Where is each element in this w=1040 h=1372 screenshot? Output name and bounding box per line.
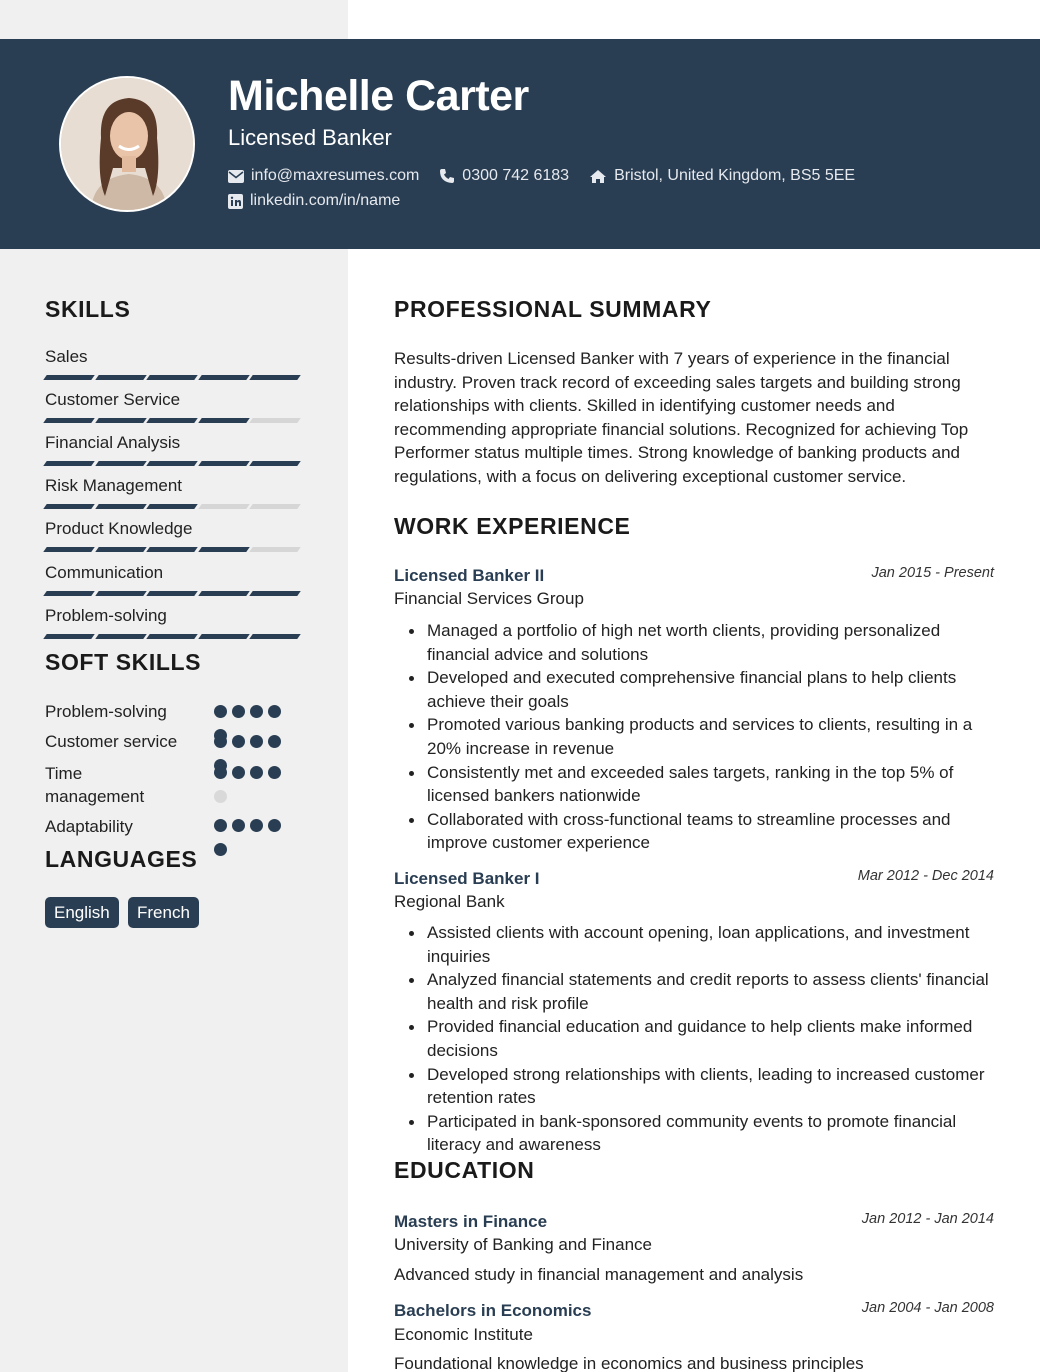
soft-skills-heading: SOFT SKILLS [45,649,202,675]
rating-dot [250,705,263,718]
rating-segment [198,504,250,509]
skill-item [45,519,303,552]
skill-label: Product Knowledge [45,519,193,538]
list-item: Participated in bank-sponsored community events to promote financial literacy and awareness [407,1110,1003,1157]
skill-level-bar [45,634,303,639]
list-item: Developed strong relationships with clients, leading to increased customer retention rates [407,1063,1003,1110]
rating-segment [95,418,147,423]
rating-dot [268,766,281,779]
skill-label: Sales [45,347,88,366]
job-company: Financial Services Group [394,589,584,608]
rating-dot [214,705,227,718]
job-title: Licensed Banker I [394,869,540,888]
rating-segment [146,634,198,639]
job-title: Licensed Banker II [394,566,545,585]
skill-label: Risk Management [45,476,183,495]
rating-segment [95,634,147,639]
skill-label: Customer Service [45,390,181,409]
skill-label: Problem-solving [45,606,167,625]
language-badge: French [128,897,199,928]
list-item: Provided financial education and guidance to help clients make informed decisions [407,1015,1003,1062]
contact-phone[interactable] [439,167,569,185]
rating-segment [43,547,95,552]
rating-dot [232,766,245,779]
rating-dot [232,819,245,832]
rating-segment [43,461,95,466]
rating-segment [249,591,301,596]
job-dates: Mar 2012 - Dec 2014 [857,868,994,884]
rating-dot [268,735,281,748]
skill-item [45,476,303,509]
rating-segment [249,504,301,509]
rating-segment [198,591,250,596]
phone-text: 0300 742 6183 [462,167,570,184]
summary-text: Results-driven Licensed Banker with 7 years of experience in the financial industry. Proven track record of exceeding sales targets and building strong relationships with clients. Skilled in identifying customer needs and recommending appropriate financial solutions. Recognized for achieving Top Performer status multiple times. Strong knowledge of banking products and regulations, with a focus on delivering exceptional customer service. [394,349,969,486]
rating-segment [146,418,198,423]
rating-segment [43,504,95,509]
contact-address [589,167,855,185]
rating-dot [214,766,227,779]
skill-label: Communication [45,563,164,582]
education-desc: Foundational knowledge in economics and business principles [394,1354,864,1372]
address-text: Bristol, United Kingdom, BS5 5EE [614,167,856,184]
rating-segment [249,375,301,380]
skill-item [45,347,303,380]
rating-dot [250,819,263,832]
skill-level-bar [45,418,303,423]
list-item: Collaborated with cross-functional teams to streamline processes and improve customer experience [407,808,1003,855]
skill-level-bar [45,591,303,596]
contact-email[interactable] [228,167,419,185]
email-text: info@maxresumes.com [251,167,420,184]
rating-segment [146,547,198,552]
rating-segment [95,375,147,380]
rating-segment [95,461,147,466]
rating-segment [249,418,301,423]
envelope-icon [228,170,244,183]
rating-segment [43,634,95,639]
degree-title: Bachelors in Economics [394,1301,592,1320]
rating-segment [198,547,250,552]
rating-dot [232,705,245,718]
rating-dot [232,735,245,748]
rating-dot [250,735,263,748]
skill-level-bar [45,461,303,466]
rating-segment [146,504,198,509]
skill-item [45,606,303,639]
rating-segment [95,504,147,509]
linkedin-text: linkedin.com/in/name [250,192,401,209]
list-item: Consistently met and exceeded sales targets, ranking in the top 5% of licensed bankers nationwide [407,761,1003,808]
list-item: Developed and executed comprehensive financial plans to help clients achieve their goals [407,666,1003,713]
job-bullets [407,921,1003,1157]
rating-dot [268,705,281,718]
job-company: Regional Bank [394,892,505,911]
rating-segment [249,461,301,466]
rating-dot [214,735,227,748]
rating-segment [146,375,198,380]
avatar [59,76,195,212]
contact-row [228,167,875,185]
skills-heading: SKILLS [45,296,131,322]
skill-item [45,563,303,596]
school-name: University of Banking and Finance [394,1235,652,1254]
list-item: Promoted various banking products and services to clients, resulting in a 20% increase in revenue [407,713,1003,760]
rating-segment [43,591,95,596]
soft-skill-label: Customer service [45,732,178,751]
candidate-name: Michelle Carter [228,72,529,120]
soft-skill-label: Problem-solving [45,702,167,721]
rating-segment [95,547,147,552]
job-dates: Jan 2015 - Present [871,565,994,581]
education-dates: Jan 2012 - Jan 2014 [861,1211,994,1227]
soft-skill-rating [214,766,289,814]
school-name: Economic Institute [394,1325,533,1344]
education-desc: Advanced study in financial management and analysis [394,1265,804,1284]
degree-title: Masters in Finance [394,1212,548,1231]
candidate-title: Licensed Banker [228,125,392,150]
home-icon [589,169,607,184]
rating-segment [198,418,250,423]
rating-segment [43,375,95,380]
rating-segment [43,418,95,423]
rating-segment [95,591,147,596]
rating-dot [214,790,227,803]
experience-heading: WORK EXPERIENCE [394,513,631,539]
summary-heading: PROFESSIONAL SUMMARY [394,296,712,322]
languages-heading: LANGUAGES [45,846,198,872]
resume-header [0,39,1040,249]
language-badge: English [45,897,119,928]
skill-item [45,390,303,423]
rating-segment [198,375,250,380]
education-dates: Jan 2004 - Jan 2008 [861,1300,994,1316]
job-bullets [407,619,1003,855]
rating-dot [250,766,263,779]
linkedin-icon [228,194,243,209]
phone-icon [439,168,455,184]
contact-linkedin[interactable] [228,192,400,210]
rating-dot [214,819,227,832]
education-heading: EDUCATION [394,1157,535,1183]
skill-label: Financial Analysis [45,433,181,452]
soft-skill-label: Adaptability [45,817,133,836]
skill-item [45,433,303,466]
skill-level-bar [45,547,303,552]
contact-row-2 [228,192,420,210]
skill-level-bar [45,504,303,509]
soft-skill-rating [214,819,289,867]
rating-segment [146,461,198,466]
skill-level-bar [45,375,303,380]
rating-dot [268,819,281,832]
rating-segment [249,634,301,639]
rating-segment [198,461,250,466]
list-item: Assisted clients with account opening, loan applications, and investment inquiries [407,921,1003,968]
list-item: Managed a portfolio of high net worth clients, providing personalized financial advice and solutions [407,619,1003,666]
rating-segment [146,591,198,596]
soft-skill-label: Time management [45,764,145,806]
rating-segment [198,634,250,639]
list-item: Analyzed financial statements and credit reports to assess clients' financial health and risk profile [407,968,1003,1015]
rating-dot [214,843,227,856]
rating-segment [249,547,301,552]
